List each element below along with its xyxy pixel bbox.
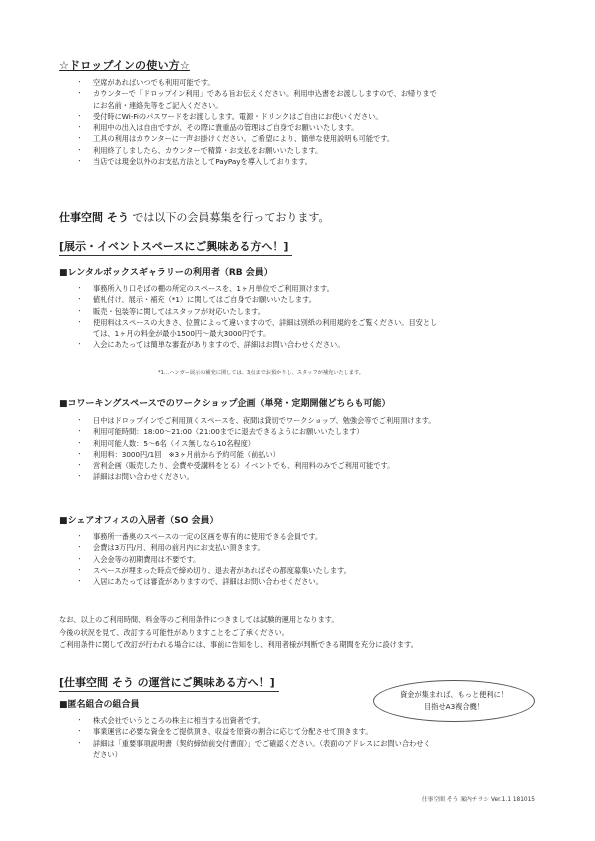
- list-item: ・ カウンターで「ドロップイン利用」である旨お伝えください。利用申込書をお渡ししますので、お帰りまで にお名前・連絡先等をご記入ください。: [76, 88, 437, 111]
- list-item: ・ 利用料：3000円/1回 ※3ヶ月前から予約可能（前払い）: [76, 449, 436, 460]
- list-item: ・ 事務所入り口そばの棚の所定のスペースを、1ヶ月単位でご利用頂けます。: [76, 283, 437, 294]
- list-item: ・ 会費は3万円/月、利用の前月内にお支払い頂きます。: [76, 542, 351, 553]
- list-item: ・ 入居にあたっては審査がありますので、詳細はお問い合わせください。: [76, 576, 351, 587]
- cw-list: [76, 415, 436, 483]
- cw-title: ■コワーキングスペースでのワークショップ企画（単発・定期開催どちらも可能）: [59, 399, 391, 409]
- operate-heading: [仕事空間 そう の運営にご興味ある方へ！]: [59, 674, 279, 692]
- exhibit-heading: [展示・イベントスペースにご興味ある方へ！]: [59, 238, 292, 256]
- list-item: ・ 利用可能人数：5〜6名（イス無しなら10名程度）: [76, 438, 436, 449]
- so-title: ■シェアオフィスの入居者（SO 会員）: [59, 516, 219, 526]
- list-item: ・ 受付時にWi-Fiのパスワードをお渡しします。電源・ドリンクはご自由にお使いください。: [76, 111, 437, 122]
- list-item: ・ 詳細は「重要事項説明書（契約締結前交付書面）」でご確認ください。（表面のアドレスにお問い合わせく ださい）: [76, 738, 431, 761]
- list-item: ・ 事業運営に必要な資金をご提供頂き、収益を原資の割合に応じて分配させて頂きます。: [76, 726, 431, 737]
- anon-title: ■匿名組合の組合員: [59, 700, 140, 710]
- list-item: ・ 株式会社でいうところの株主に相当する出資者です。: [76, 715, 431, 726]
- list-item: ・ 利用中の出入は自由ですが、その際に貴重品の管理はご自身でお願いいたします。: [76, 122, 437, 133]
- list-item: ・ 使用料はスペースの大きさ、位置によって違いますので、詳細は別紙の利用規約をご覧ください。目安とし ては、1ヶ月の料金が最小1500円〜最大3000円です。: [76, 317, 437, 340]
- rb-footnote: *1…ハンガー展示の補充に関しては、3点までお預かりし、スタッフが補充いたします。: [158, 370, 364, 376]
- list-item: ・ 利用可能時間：18:00〜21:00（21:00までに退去できるようにお願いいたします）: [76, 426, 436, 437]
- list-item: ・ 当店では現金以外のお支払方法としてPayPayを導入しております。: [76, 156, 437, 167]
- version-footer: 仕事空間 そう 案内チラシ Ver.1.1 181015: [421, 797, 535, 803]
- rb-title: ■レンタルボックスギャラリーの利用者（RB 会員）: [59, 268, 273, 278]
- list-item: ・ 営利企画（販売したり、会費や受講料をとる）イベントでも、利用料のみでご利用可能です。: [76, 460, 436, 471]
- terms-notice: なお、以上のご利用時間、料金等のご利用条件につきましては試験的運用となります。 今後の状況を見て、改訂する可能性がありますことをご了承ください。 ご利用条件に関して改訂が行われる場合には、事前に告知をし、利用者様が判断できる期間を充分に設けます。: [59, 615, 418, 650]
- list-item: ・ 入会金等の初期費用は不要です。: [76, 554, 351, 565]
- list-item: ・ 事務所一番奥のスペースの一定の区画を専有的に使用できる会員です。: [76, 531, 351, 542]
- speech-bubble: 資金が集まれば、もっと便利に！ 目指せA3複合機！: [373, 680, 535, 722]
- list-item: ・ 値札付け、展示・補充（*1）に関してはご自身でお願いいたします。: [76, 294, 437, 305]
- list-item: ・ スペースが埋まった時点で締め切り、退去者があればその都度募集いたします。: [76, 565, 351, 576]
- list-item: ・ 工具の利用はカウンターに一声お掛けください。ご希望により、簡単な使用説明も可能です。: [76, 133, 437, 144]
- membership-intro: 仕事空間 そう では以下の会員募集を行っております。: [59, 211, 330, 224]
- list-item: ・ 販売・包装等に関してはスタッフが対応いたします。: [76, 306, 437, 317]
- list-item: ・ 空席があればいつでも利用可能です。: [76, 77, 437, 88]
- list-item: ・ 入会にあたっては簡単な審査がありますので、詳細はお問い合わせください。: [76, 339, 437, 350]
- rb-list: [76, 283, 437, 351]
- list-item: ・ 詳細はお問い合わせください。: [76, 471, 436, 482]
- so-list: [76, 531, 351, 587]
- list-item: ・ 日中はドロップインでご利用頂くスペースを、夜間は貸切でワークショップ、勉強会等でご利用頂けます。: [76, 415, 436, 426]
- brand-name: 仕事空間 そう: [59, 211, 129, 224]
- list-item: ・ 利用終了しましたら、カウンターで精算・お支払をお願いいたします。: [76, 145, 437, 156]
- anon-list: [76, 715, 431, 760]
- dropin-list: [76, 77, 437, 167]
- dropin-title: ☆ドロップインの使い方☆: [59, 59, 190, 72]
